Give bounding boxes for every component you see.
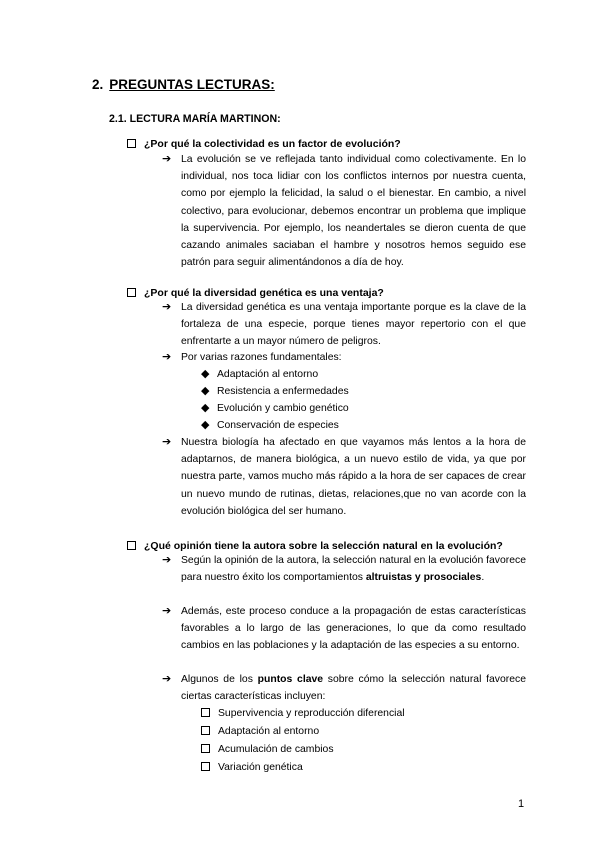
subsection-title: 2.1. LECTURA MARÍA MARTINON: <box>109 113 281 125</box>
arrow-icon: ➔ <box>162 554 172 566</box>
reason-text: Adaptación al entorno <box>217 369 319 380</box>
arrow-icon: ➔ <box>162 301 172 313</box>
list-item <box>201 400 349 417</box>
answer-bold-text: altruistas y prosociales <box>365 572 482 584</box>
arrow-icon: ➔ <box>162 605 172 617</box>
answer-text: Según la opinión de la autora, la selección natural en la evolución favorece para nuestro éxito los comportamientos <box>181 555 526 584</box>
section-heading <box>92 76 275 93</box>
reason-text: Conservación de especies <box>217 420 339 431</box>
arrow-icon: ➔ <box>162 153 172 165</box>
answer-text: Nuestra biología ha afectado en que vayamos más lentos a la hora de adaptarnos, de manera biológica, a un nuevo estilo de vida, ya que por nuestra parte, vamos mucho más rápido a la hora de ser capaces de crear un nuevo mundo de rutinas, dietas, relaciones,que no van acorde con la evolución biológica del ser humano. <box>181 437 526 517</box>
arrow-icon: ➔ <box>162 673 172 685</box>
answer-text: La diversidad genética es una ventaja importante porque es la clave de la fortaleza de una especie, porque tienes mayor repertorio con el que enfrentarte a un mayor número de peligros. <box>181 302 526 348</box>
list-item <box>201 723 319 740</box>
list-item <box>201 366 319 383</box>
answer-3-2 <box>162 603 526 655</box>
list-item <box>201 741 334 758</box>
reason-text: Resistencia a enfermedades <box>217 386 349 397</box>
question-1-text: ¿Por qué la colectividad es un factor de evolución? <box>144 138 401 150</box>
answer-2-1 <box>162 299 526 351</box>
list-item <box>201 759 303 776</box>
reason-text: Evolución y cambio genético <box>217 403 349 414</box>
diamond-bullet-icon: ◆ <box>201 368 210 380</box>
list-item <box>201 705 405 722</box>
diamond-bullet-icon: ◆ <box>201 419 210 431</box>
question-3-text: ¿Qué opinión tiene la autora sobre la selección natural en la evolución? <box>144 540 503 552</box>
answer-text: . <box>481 572 485 584</box>
answer-text: La evolución se ve reflejada tanto individual como colectivamente. En lo individual, nos toca lidiar con los conflictos internos por nuestra cuenta, como por ejemplo la felicidad, la salud o el bienestar. En cambio, a nivel colectivo, para evolucionar, debemos encontrar un problema que implique la supervivencia. Por ejemplo, los neandertales se dieron cuenta de que cazando animales saciaban el hambre y nosotros hemos seguido ese patrón para seguir alimentándonos a día de hoy. <box>181 154 526 269</box>
checkbox-icon[interactable] <box>127 139 136 148</box>
checkbox-icon[interactable] <box>127 541 136 550</box>
diamond-bullet-icon: ◆ <box>201 385 210 397</box>
answer-text: Algunos de los <box>181 674 258 685</box>
checkbox-icon[interactable] <box>201 762 210 771</box>
answer-2-2 <box>162 349 526 366</box>
answer-text: sobre cómo la selección natural favorece ciertas características incluyen: <box>181 674 526 703</box>
answer-3-1 <box>162 552 526 586</box>
checkbox-icon[interactable] <box>201 744 210 753</box>
answer-1-1 <box>162 151 526 271</box>
answer-text: Por varias razones fundamentales: <box>181 352 342 363</box>
answer-3-3 <box>162 671 526 705</box>
key-point-text: Acumulación de cambios <box>218 744 334 755</box>
key-point-text: Variación genética <box>218 762 303 773</box>
list-item <box>201 417 339 434</box>
checkbox-icon[interactable] <box>201 708 210 717</box>
list-item <box>201 383 349 400</box>
arrow-icon: ➔ <box>162 436 172 448</box>
diamond-bullet-icon: ◆ <box>201 402 210 414</box>
answer-text: Además, este proceso conduce a la propagación de estas características favorables a lo largo de las generaciones, lo que da como resultado cambios en las poblaciones y la adaptación de las especies a su entorno. <box>181 606 526 652</box>
key-point-text: Adaptación al entorno <box>218 726 320 737</box>
answer-2-3 <box>162 434 526 520</box>
section-number: 2. <box>92 77 104 92</box>
page-number: 1 <box>518 798 525 810</box>
checkbox-icon[interactable] <box>127 288 136 297</box>
question-2-text: ¿Por qué la diversidad genética es una ventaja? <box>144 287 384 299</box>
arrow-icon: ➔ <box>162 351 172 363</box>
answer-bold-text: puntos clave <box>257 674 324 685</box>
section-title: PREGUNTAS LECTURAS: <box>109 77 275 92</box>
key-point-text: Supervivencia y reproducción diferencial <box>218 708 405 719</box>
checkbox-icon[interactable] <box>201 726 210 735</box>
